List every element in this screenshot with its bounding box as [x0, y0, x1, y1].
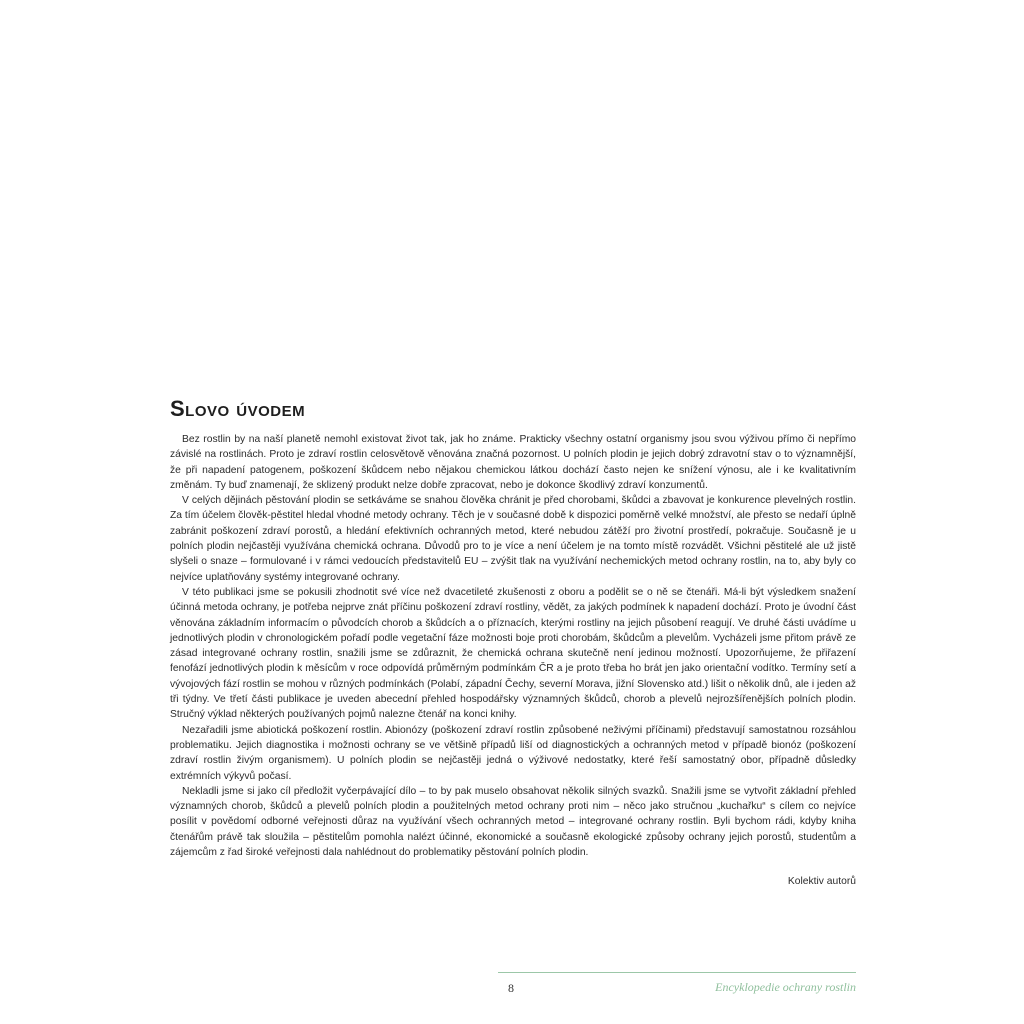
paragraph-5: Nekladli jsme si jako cíl předložit vyčerpávající dílo – to by pak muselo obsahovat několik silných svazků. Snažili jsme se vytvořit základní přehled významných chorob, škůdců a plevelů polních plodin a použitelných metod ochrany proti nim – něco jako stručnou „kuchařku“ s cílem co nejvíce posílit v povědomí odborné veřejnosti důraz na využívání všech ochranných metod – integrované ochrany rostlin. Byli bychom rádi, kdyby kniha čtenářům právě tak sloužila – pěstitelům pomohla nalézt účinné, ekonomické a současně ekologické způsoby ochrany jejich porostů, studentům a zájemcům z řad široké veřejnosti dala nahlédnout do problematiky pěstování polních plodin.	[170, 785, 856, 859]
paragraph-4: Nezařadili jsme abiotická poškození rostlin. Abionózy (poškození zdraví rostlin způsobené neživými příčinami) představují samostatnou rozsáhlou problematiku. Jejich diagnostika i možnosti ochrany se ve většině případů liší od diagnostických a ochranných metod v případě bionóz (poškození zdraví rostlin živým organismem). U polních plodin se nejčastěji jedná o výživové nedostatky, které řeší samostatný obor, případně důsledky extrémních výkyvů počasí.	[170, 724, 856, 782]
paragraph-3: V této publikaci jsme se pokusili zhodnotit své více než dvacetileté zkušenosti z oboru a podělit se o ně se čtenáři. Má-li být výsledkem snažení účinná metoda ochrany, je potřeba nejprve znát příčinu poškození zdraví rostliny, vědět, za jakých podmínek k napadení dochází. Proto je úvodní část věnována základním informacím o původcích chorob a škůdcích a o příznacích, kterými rostliny na jejich působení reagují. Ve druhé části uvádíme u jednotlivých plodin v chronologickém pořadí podle vegetační fáze možnosti boje proti chorobám, škůdcům a plevelům. Vycházeli jsme přitom právě ze zásad integrované ochrany rostlin, snažili jsme se zdůraznit, že chemická ochrana skutečně není jedinou možností. Upozorňujeme, že přiřazení fenofází jednotlivých plodin k měsícům v roce odpovídá průměrným podmínkám ČR a je proto třeba ho brát jen jako orientační vodítko. Termíny setí a vývojových fází rostlin se mohou v různých podmínkách (Polabí, západní Čechy, severní Morava, jižní Slovensko atd.) lišit o několik dnů, ale i jeden až tři týdny. Ve třetí části publikace je uveden abecední přehled hospodářsky významných škůdců, chorob a plevelů nejrozšířenějších polních plodin. Stručný výklad některých používaných pojmů nalezne čtenář na konci knihy.	[170, 586, 856, 721]
page-number: 8	[508, 981, 514, 995]
author-signature: Kolektiv autorů	[787, 876, 856, 888]
footer-divider	[498, 972, 856, 973]
paragraph-1: Bez rostlin by na naší planetě nemohl existovat život tak, jak ho známe. Prakticky všechny ostatní organismy jsou svou výživou přímo či nepřímo závislé na rostlinách. Proto je zdraví rostlin celosvětově věnována značná pozornost. U polních plodin je jejich dobrý zdravotní stav o to významnější, že při napadení patogenem, poškození škůdcem nebo nějakou chemickou látkou dochází často nejen ke snížení výnosu, ale i ke kvalitativním změnám. Ty buď znamenají, že sklizený produkt nelze dobře zpracovat, nebo je dokonce škodlivý zdraví konzumentů.	[170, 434, 856, 491]
running-title: Encyklopedie ochrany rostlin	[715, 980, 856, 994]
preface-body	[170, 432, 856, 890]
paragraph-2: V celých dějinách pěstování plodin se setkáváme se snahou člověka chránit je před chorobami, škůdci a zbavovat je konkurence plevelných rostlin. Za tím účelem člověk-pěstitel hledal vhodné metody ochrany. Těch je v současné době k dispozici poměrně velké množství, ale přesto se nedaří úplně zabránit poškození zdraví porostů, a hledání efektivních ochranných metod, které nebudou zátěží pro životní prostředí, pokračuje. Současně je u polních plodin nejčastěji využívána chemická ochrana. Důvodů pro to je více a není účelem je na tomto místě rozvádět. Všichni pěstitelé ale už jistě slyšeli o snaze – formulované i v rámci vedoucích představitelů EU – zvýšit tlak na využívání nechemických metod ochrany rostlin, na to, aby byly co nejvíce uplatňovány systémy integrované ochrany.	[170, 495, 856, 583]
page-heading: Slovo úvodem	[170, 396, 306, 421]
